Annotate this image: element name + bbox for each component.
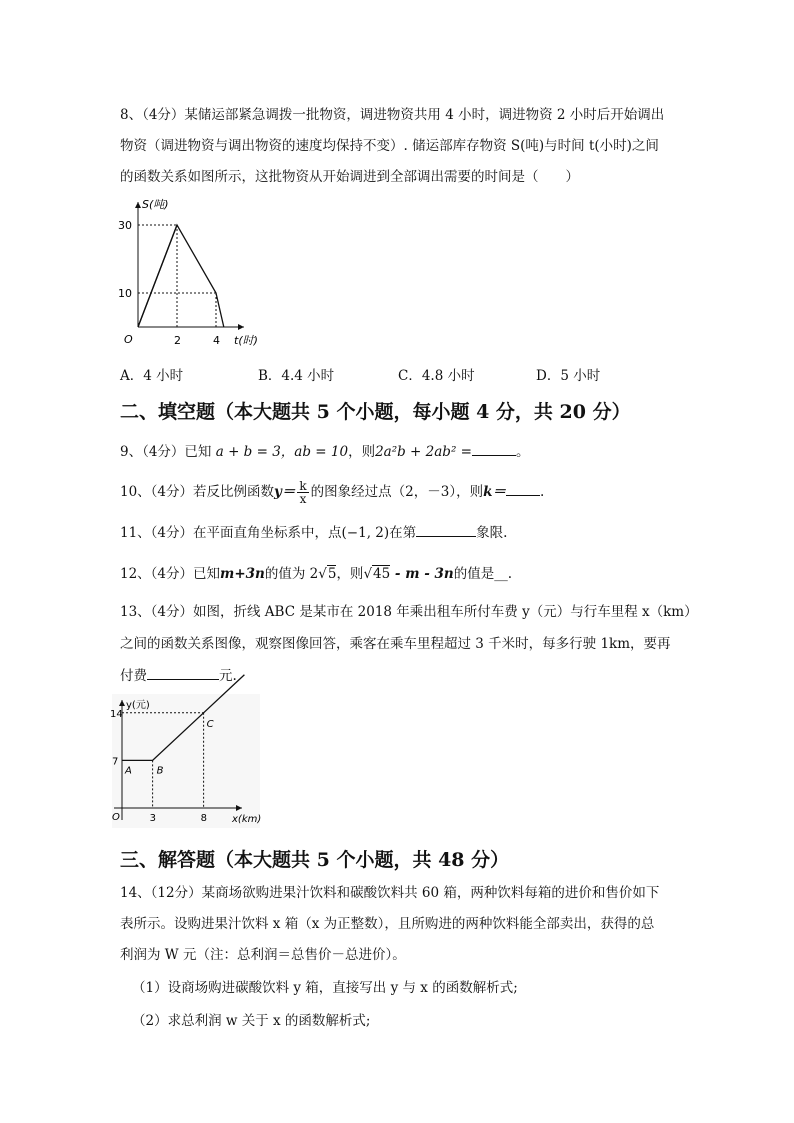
- q11-prefix: 11、（4分）在平面直角坐标系中，点: [120, 525, 342, 541]
- y-axis-label: S(吨): [142, 198, 169, 211]
- x-axis-arrowhead: [238, 324, 244, 330]
- q13-fare-chart: [112, 694, 272, 830]
- q12-mid2: ，则: [336, 566, 364, 582]
- y-tick-label: 30: [118, 219, 132, 232]
- x-axis-label: x(km): [232, 814, 262, 825]
- q11-suffix: 象限.: [476, 525, 508, 541]
- q13-line-3: [120, 666, 237, 685]
- x-tick-label: 8: [200, 813, 207, 824]
- q9-prefix: 9、（4分）已知: [120, 444, 212, 460]
- q8-choice-d: D．5 小时: [536, 368, 601, 384]
- series-stock: [138, 225, 224, 327]
- y-tick-label: 14: [110, 708, 123, 720]
- section3-title: 三、解答题（本大题共 5 个小题，共 48 分）: [120, 849, 510, 871]
- q12-tail: - m - 3n: [390, 566, 454, 582]
- q12-root1: 5: [327, 566, 337, 582]
- q9-mid: ，则: [348, 444, 376, 460]
- q8-line-2: 物资（调进物资与调出物资的速度均保持不变）. 储运部库存物资 S(吨)与时间 t(小时)之间: [120, 138, 659, 154]
- x-axis-label: t(时): [234, 334, 258, 347]
- q13-last-suffix: 元.: [219, 668, 237, 684]
- q13-line-1: 13、（4分）如图，折线 ABC 是某市在 2018 年乘出租车所付车费 y（元）与行车里程 x（km）: [120, 604, 698, 620]
- q10-var: k＝: [483, 484, 506, 500]
- q11: [120, 523, 507, 542]
- q14-sub-1: （1）设商场购进碳酸饮料 y 箱，直接写出 y 与 x 的函数解析式;: [132, 980, 518, 996]
- q11-answer-blank[interactable]: [416, 523, 476, 537]
- q9-answer-blank[interactable]: [472, 442, 516, 456]
- q14-line-1: 14、（12分）某商场欲购进果汁饮料和碳酸饮料共 60 箱，两种饮料每箱的进价和售价如下: [120, 885, 660, 901]
- x-tick-label: 4: [213, 334, 220, 347]
- y-tick-label: 10: [118, 287, 132, 300]
- sqrt-symbol-icon: √: [363, 566, 373, 582]
- section2-title: 二、填空题（本大题共 5 个小题，每小题 4 分，共 20 分）: [120, 401, 631, 423]
- q10-denominator: x: [299, 492, 307, 506]
- q8-choice-c: C．4.8 小时: [398, 368, 475, 384]
- q13-last-prefix: 付费: [120, 668, 147, 684]
- q10-suffix: .: [539, 484, 545, 500]
- q9: [120, 442, 529, 461]
- point-label: B: [156, 765, 164, 777]
- q10: [120, 480, 544, 505]
- q14-line-2: 表所示。设购进果汁饮料 x 箱（x 为正整数），且所购进的两种饮料能全部卖出，获得的总: [120, 916, 655, 932]
- q11-mid: 在第: [389, 525, 417, 541]
- q12-suffix: 的值是__.: [453, 566, 513, 582]
- q8-line-3: 的函数关系如图所示，这批物资从开始调进到全部调出需要的时间是（ ）: [120, 169, 579, 185]
- y-axis-label: y(元): [126, 700, 150, 711]
- y-axis-arrowhead: [135, 202, 141, 208]
- q14-line-3: 利润为 W 元（注：总利润＝总售价－总进价）。: [120, 947, 406, 963]
- origin-label: O: [112, 812, 120, 823]
- q12-prefix: 12、（4分）已知: [120, 566, 221, 582]
- q12: [120, 565, 512, 583]
- q9-given: a + b = 3，ab = 10: [215, 444, 349, 460]
- q14-sub-2: （2）求总利润 w 关于 x 的函数解析式;: [132, 1013, 371, 1029]
- q10-prefix: 10、（4分）若反比例函数: [120, 484, 275, 500]
- y-tick-label: 7: [112, 756, 119, 768]
- q8-stock-chart: [112, 192, 272, 352]
- q10-numerator: k: [299, 479, 307, 493]
- q9-expression: 2a²b + 2ab² =: [375, 444, 472, 460]
- q8-choice-b: B．4.4 小时: [258, 368, 335, 384]
- q9-suffix: 。: [515, 444, 530, 460]
- q10-answer-blank[interactable]: [506, 482, 540, 496]
- origin-label: O: [124, 333, 133, 346]
- q12-root2: 45: [373, 566, 391, 582]
- q10-func: y＝: [274, 484, 296, 500]
- point-label: C: [206, 718, 214, 730]
- q12-expr: m+3n: [220, 566, 265, 582]
- q10-mid: 的图象经过点（2，－3），则: [310, 484, 484, 500]
- point-label: A: [125, 765, 132, 777]
- q11-point: (−1, 2): [341, 525, 390, 541]
- sqrt-symbol-icon: √: [318, 566, 327, 582]
- q13-answer-blank[interactable]: [147, 666, 219, 680]
- x-tick-label: 3: [149, 813, 156, 824]
- q13-line-2: 之间的函数关系图像，观察图像回答，乘客在乘车里程超过 3 千米时，每多行驶 1km，要再: [120, 636, 671, 652]
- q8-choice-a: A．4 小时: [120, 368, 184, 384]
- q10-fraction: [297, 480, 308, 505]
- q12-mid: 的值为 2: [264, 566, 319, 582]
- x-tick-label: 2: [174, 334, 181, 347]
- q8-line-1: 8、（4分）某储运部紧急调拨一批物资，调进物资共用 4 小时，调进物资 2 小时后开始调出: [120, 107, 665, 123]
